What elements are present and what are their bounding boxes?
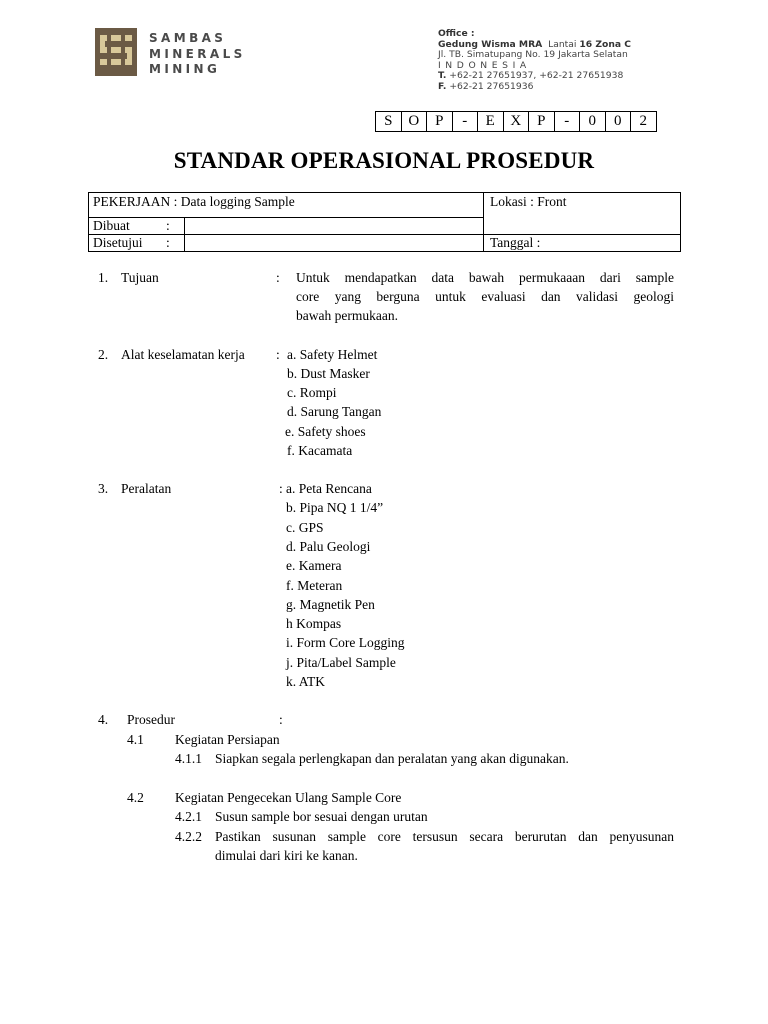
lokasi-cell: Lokasi : Front (490, 194, 567, 209)
office-street: Jl. TB. Simatupang No. 19 Jakarta Selatan (438, 49, 628, 61)
equipment-item: i. Form Core Logging (286, 635, 405, 650)
logo-line-3: MINING (149, 62, 221, 76)
info-table (88, 192, 681, 252)
table-divider (89, 234, 680, 235)
section-1-colon: : (276, 270, 280, 285)
office-label: Office : (438, 28, 475, 39)
document-title: STANDAR OPERASIONAL PROSEDUR (173, 148, 595, 173)
office-floor-label: Lantai (548, 38, 577, 50)
office-country: INDONESIA (438, 59, 531, 71)
logo-line-2: MINERALS (149, 46, 246, 61)
pekerjaan-cell: PEKERJAAN : Data logging Sample (93, 194, 295, 209)
company-logo (95, 28, 246, 78)
code-char: P (427, 112, 453, 131)
office-address (438, 29, 631, 93)
safety-item: f. Kacamata (287, 443, 353, 458)
subsection-4-1-label: Kegiatan Persiapan (175, 732, 280, 747)
table-divider (483, 193, 484, 251)
section-4-colon: : (279, 712, 283, 727)
step-number: 4.2.2 (175, 829, 202, 844)
equipment-item: b. Pipa NQ 1 1/4” (286, 500, 384, 515)
step-text: Pastikan susunan sample core tersusun secara berurutan dan penyusunan (215, 829, 674, 844)
section-4-label: Prosedur (127, 712, 175, 727)
code-char: 0 (606, 112, 632, 131)
section-4-number: 4. (98, 712, 109, 727)
section-2-label: Alat keselamatan kerja (121, 347, 245, 362)
code-char: 2 (639, 113, 647, 129)
section-3-colon: : (279, 481, 283, 496)
logo-wordmark (149, 31, 246, 78)
code-char: O (402, 112, 428, 131)
sambas-logo-icon (95, 28, 137, 76)
tujuan-line: core yang berguna untuk evaluasi dan validasi geologi (296, 289, 674, 304)
equipment-item: h Kompas (286, 616, 342, 631)
equipment-item: f. Meteran (286, 578, 343, 593)
logo-line-1: SAMBAS (149, 31, 227, 45)
dibuat-label: Dibuat (93, 218, 130, 233)
code-char: E (478, 112, 504, 131)
fax-prefix: F. (438, 80, 447, 92)
disetujui-colon: : (166, 235, 170, 250)
disetujui-label: Disetujui (93, 235, 143, 250)
safety-item: d. Sarung Tangan (287, 404, 382, 419)
section-2-number: 2. (98, 347, 109, 362)
safety-item: b. Dust Masker (287, 366, 370, 381)
office-fax: +62-21 27651936 (449, 80, 534, 92)
section-3-label: Peralatan (121, 481, 172, 496)
equipment-item: j. Pita/Label Sample (286, 655, 396, 670)
equipment-item: d. Palu Geologi (286, 539, 371, 554)
equipment-item: c. GPS (286, 520, 324, 535)
office-floor: 16 Zona C (579, 38, 632, 50)
code-char: - (555, 112, 581, 131)
safety-item: c. Rompi (287, 385, 337, 400)
step-text: dimulai dari kiri ke kanan. (215, 848, 358, 863)
equipment-item: k. ATK (286, 674, 326, 689)
phone-prefix: T. (438, 70, 447, 82)
step-number: 4.2.1 (175, 809, 202, 824)
equipment-item: g. Magnetik Pen (286, 597, 375, 612)
office-phone: +62-21 27651937, +62-21 27651938 (449, 70, 624, 82)
subsection-4-1-number: 4.1 (127, 732, 144, 747)
safety-item: a. Safety Helmet (287, 347, 378, 362)
code-char: X (504, 112, 530, 131)
section-3-number: 3. (98, 481, 109, 496)
tujuan-line: Untuk mendapatkan data bawah permukaaan dari sample (296, 270, 674, 285)
sop-code-boxes (375, 111, 657, 132)
code-char: P (529, 112, 555, 131)
table-divider (89, 217, 483, 218)
step-text: Susun sample bor sesuai dengan urutan (215, 809, 428, 824)
code-char: S (376, 112, 402, 131)
section-1-label: Tujuan (121, 270, 159, 285)
equipment-item: e. Kamera (286, 558, 342, 573)
subsection-4-2-number: 4.2 (127, 790, 144, 805)
tujuan-line: bawah permukaan. (296, 308, 398, 323)
equipment-item: a. Peta Rencana (286, 481, 372, 496)
code-char: 0 (580, 112, 606, 131)
subsection-4-2-label: Kegiatan Pengecekan Ulang Sample Core (175, 790, 402, 805)
safety-item: e. Safety shoes (285, 424, 366, 439)
code-char: - (453, 112, 479, 131)
section-1-number: 1. (98, 270, 109, 285)
office-building: Gedung Wisma MRA (438, 38, 543, 50)
dibuat-colon: : (166, 218, 170, 233)
step-number: 4.1.1 (175, 751, 202, 766)
section-2-colon: : (276, 347, 280, 362)
step-text: Siapkan segala perlengkapan dan peralatan yang akan digunakan. (215, 751, 569, 766)
tanggal-cell: Tanggal : (490, 235, 541, 250)
